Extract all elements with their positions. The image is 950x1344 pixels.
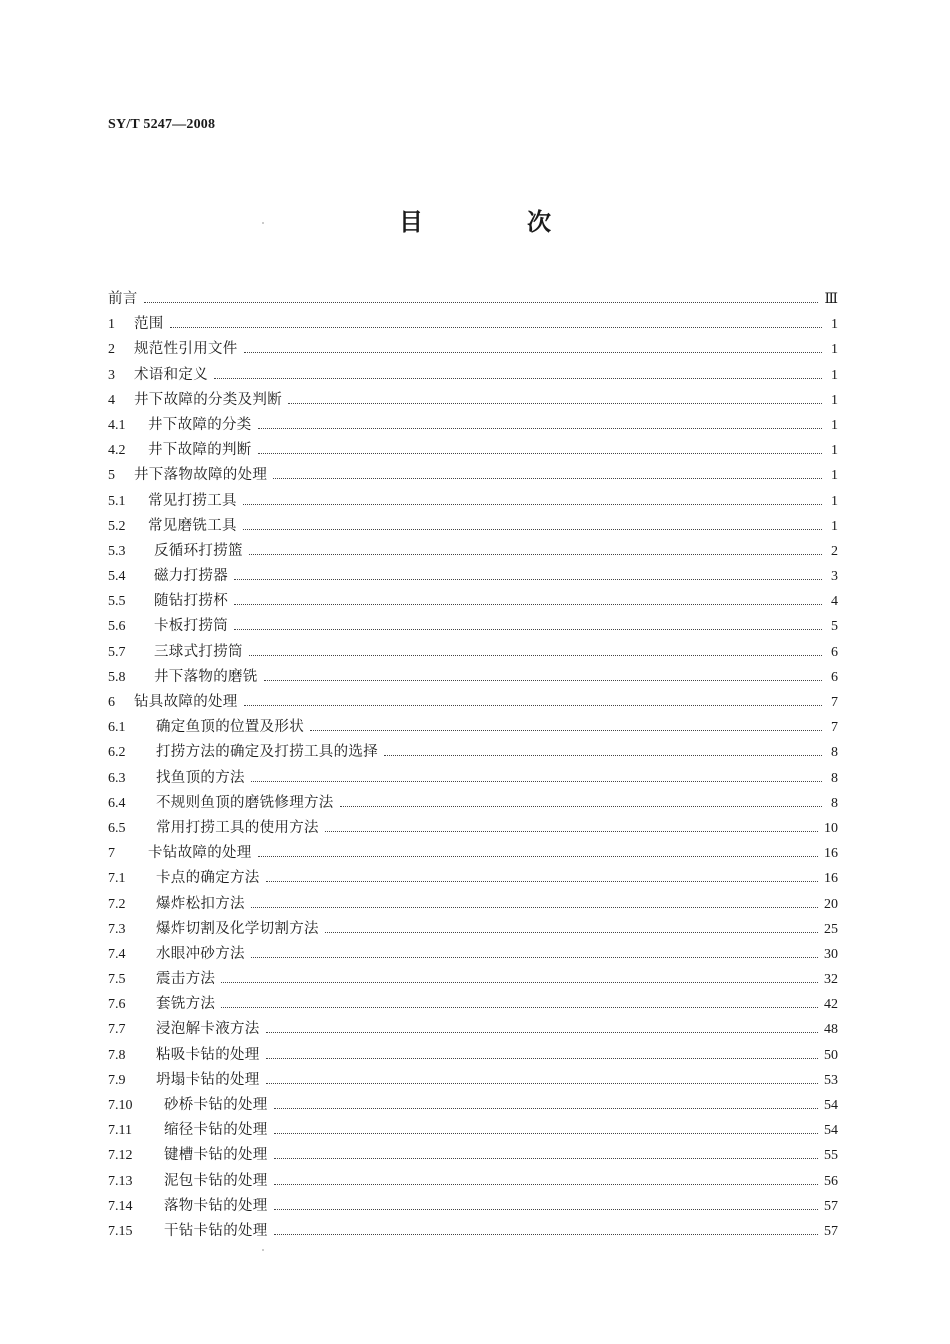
entry-title: 砂桥卡钻的处理 xyxy=(164,1097,268,1113)
entry-number: 5 xyxy=(108,468,115,484)
dot-leader xyxy=(258,855,818,857)
entry-number: 7.7 xyxy=(108,1022,126,1038)
entry-number: 5.8 xyxy=(108,669,126,685)
dot-leader xyxy=(266,1082,818,1084)
toc-entry-7-9[interactable] xyxy=(108,1068,838,1093)
toc-entry-7-8[interactable] xyxy=(108,1043,838,1068)
dot-leader xyxy=(214,377,822,379)
entry-title: 粘吸卡钻的处理 xyxy=(156,1046,260,1063)
toc-entry-5-1[interactable] xyxy=(108,489,838,514)
toc-entry-7-4[interactable] xyxy=(108,942,838,967)
entry-page: 7 xyxy=(831,695,838,710)
dot-leader xyxy=(274,1157,818,1159)
entry-number: 5.7 xyxy=(108,644,126,660)
dot-leader xyxy=(325,830,818,832)
toc-entry-2[interactable] xyxy=(108,337,838,362)
entry-number: 7.15 xyxy=(108,1223,133,1239)
entry-page: 42 xyxy=(824,997,838,1013)
entry-page: 1 xyxy=(831,392,838,408)
dot-leader xyxy=(274,1107,818,1109)
entry-number: 7.2 xyxy=(108,896,126,912)
dot-leader xyxy=(273,477,822,479)
entry-title: 钻具故障的处理 xyxy=(134,694,238,710)
entry-page: 32 xyxy=(824,972,838,988)
entry-title: 爆炸切割及化学切割方法 xyxy=(156,920,319,937)
entry-title: 浸泡解卡液方法 xyxy=(156,1021,260,1038)
entry-page: 5 xyxy=(831,619,838,635)
entry-page: 1 xyxy=(831,493,838,509)
entry-number: 7.3 xyxy=(108,921,126,937)
entry-title: 不规则鱼顶的磨铣修理方法 xyxy=(156,794,334,811)
entry-title: 卡钻故障的处理 xyxy=(148,845,252,862)
toc-entry-7-13[interactable] xyxy=(108,1169,838,1194)
toc-entry-7-2[interactable] xyxy=(108,892,838,917)
entry-page: 16 xyxy=(824,871,838,887)
dot-leader xyxy=(266,1031,818,1033)
entry-page: 8 xyxy=(831,745,838,761)
entry-number: 7.1 xyxy=(108,871,126,887)
toc-entry-7-1[interactable] xyxy=(108,866,838,891)
dot-leader xyxy=(258,427,822,429)
toc-entry-3[interactable] xyxy=(108,363,838,388)
dot-leader xyxy=(243,528,822,530)
entry-title: 落物卡钻的处理 xyxy=(164,1197,268,1214)
entry-title: 井下故障的分类及判断 xyxy=(134,391,282,408)
entry-number: 6.3 xyxy=(108,770,126,786)
toc-entry-6[interactable] xyxy=(108,690,838,715)
toc-entry-4-2[interactable] xyxy=(108,438,838,463)
entry-title: 术语和定义 xyxy=(134,366,208,383)
entry-page: 6 xyxy=(831,669,838,685)
entry-page: 1 xyxy=(831,367,838,383)
entry-page: 8 xyxy=(831,795,838,811)
entry-title: 水眼冲砂方法 xyxy=(156,945,245,962)
entry-number: 5.5 xyxy=(108,594,126,610)
entry-title: 震击方法 xyxy=(156,971,216,988)
dot-leader xyxy=(144,301,819,303)
entry-page: 53 xyxy=(824,1072,838,1088)
entry-number: 3 xyxy=(108,367,115,383)
entry-title: 井下故障的判断 xyxy=(148,442,252,459)
entry-page: 57 xyxy=(824,1223,838,1239)
dot-leader xyxy=(266,880,818,882)
entry-number: 5.4 xyxy=(108,569,126,585)
entry-number: 5.3 xyxy=(108,543,126,559)
toc-entry-5-8[interactable] xyxy=(108,665,838,690)
dot-leader xyxy=(244,704,822,706)
entry-number: 7.4 xyxy=(108,946,126,962)
dot-leader xyxy=(340,805,822,807)
entry-page: 10 xyxy=(824,820,838,836)
entry-title: 键槽卡钻的处理 xyxy=(164,1147,268,1164)
entry-page: 25 xyxy=(824,921,838,937)
entry-number: 7.13 xyxy=(108,1173,133,1189)
dot-leader xyxy=(251,906,818,908)
toc-entry-5-4[interactable] xyxy=(108,564,838,589)
entry-title: 随钻打捞杯 xyxy=(154,593,228,610)
entry-page: 1 xyxy=(831,342,838,358)
dot-leader xyxy=(234,578,822,580)
toc-entry-1[interactable] xyxy=(108,312,838,337)
toc-entry-5[interactable] xyxy=(108,463,838,488)
toc-entry-5-3[interactable] xyxy=(108,539,838,564)
dot-leader xyxy=(310,729,822,731)
entry-number: 6.4 xyxy=(108,795,126,811)
entry-number: 2 xyxy=(108,342,115,358)
scan-speck xyxy=(262,222,264,224)
scan-speck xyxy=(262,1249,264,1251)
toc-entry-5-6[interactable] xyxy=(108,614,838,639)
entry-number: 7.5 xyxy=(108,972,126,988)
toc-entry-4[interactable] xyxy=(108,388,838,413)
entry-page: 30 xyxy=(824,946,838,962)
entry-title: 范围 xyxy=(134,316,164,333)
dot-leader xyxy=(274,1233,818,1235)
entry-number: 6 xyxy=(108,695,115,710)
entry-number: 4 xyxy=(108,392,115,408)
toc-entry-6-3[interactable] xyxy=(108,766,838,791)
entry-title: 常见打捞工具 xyxy=(148,492,237,509)
dot-leader xyxy=(251,780,822,782)
entry-number: 7.11 xyxy=(108,1123,132,1139)
entry-page: 20 xyxy=(824,896,838,912)
entry-page: 57 xyxy=(824,1198,838,1214)
entry-title: 坍塌卡钻的处理 xyxy=(156,1071,260,1088)
toc-entry-6-4[interactable] xyxy=(108,791,838,816)
entry-page: 1 xyxy=(831,417,838,433)
entry-title: 井下落物故障的处理 xyxy=(134,467,268,484)
toc-entry-7-11[interactable] xyxy=(108,1118,838,1143)
entry-page: 6 xyxy=(831,644,838,660)
page-title: 目 次 xyxy=(399,208,591,236)
standard-code: SY/T 5247—2008 xyxy=(108,117,216,132)
entry-page: 48 xyxy=(824,1022,838,1038)
entry-page: 54 xyxy=(824,1098,838,1113)
entry-number: 7.12 xyxy=(108,1148,133,1164)
entry-title: 三球式打捞筒 xyxy=(154,643,243,660)
entry-number: 5.6 xyxy=(108,619,126,635)
entry-title: 干钻卡钻的处理 xyxy=(164,1222,268,1239)
toc-entry-7-12[interactable] xyxy=(108,1143,838,1168)
entry-number: 4.1 xyxy=(108,417,126,433)
entry-title: 井下落物的磨铣 xyxy=(154,668,258,685)
entry-page: 56 xyxy=(824,1173,838,1189)
toc-entry-6-5[interactable] xyxy=(108,816,838,841)
toc-entry-7[interactable] xyxy=(108,841,838,866)
entry-page: 8 xyxy=(831,770,838,786)
entry-number: 4.2 xyxy=(108,443,126,459)
dot-leader xyxy=(243,503,822,505)
dot-leader xyxy=(170,326,822,328)
dot-leader xyxy=(249,553,822,555)
dot-leader xyxy=(288,402,822,404)
toc-entry-6-1[interactable] xyxy=(108,715,838,740)
dot-leader xyxy=(234,603,822,605)
entry-title: 前言 xyxy=(108,291,138,307)
entry-number: 6.5 xyxy=(108,820,126,836)
toc-entry-7-5[interactable] xyxy=(108,967,838,992)
dot-leader xyxy=(384,754,822,756)
dot-leader xyxy=(274,1132,818,1134)
entry-page: 16 xyxy=(824,846,838,862)
toc-entry-7-14[interactable] xyxy=(108,1194,838,1219)
entry-title: 常用打捞工具的使用方法 xyxy=(156,819,319,836)
dot-leader xyxy=(325,931,818,933)
toc-entry-5-5[interactable] xyxy=(108,589,838,614)
entry-page: 1 xyxy=(831,518,838,534)
entry-page: 1 xyxy=(831,317,838,333)
entry-page: 54 xyxy=(824,1123,838,1139)
entry-page: Ⅲ xyxy=(824,292,838,307)
entry-title: 确定鱼顶的位置及形状 xyxy=(156,719,304,736)
entry-title: 常见磨铣工具 xyxy=(148,517,237,534)
dot-leader xyxy=(274,1208,818,1210)
entry-title: 找鱼顶的方法 xyxy=(156,769,245,786)
toc-entry-6-2[interactable] xyxy=(108,740,838,765)
entry-title: 套铣方法 xyxy=(156,996,216,1013)
entry-number: 7 xyxy=(108,846,115,862)
dot-leader xyxy=(258,452,822,454)
dot-leader xyxy=(244,351,822,353)
toc-entry-7-10[interactable] xyxy=(108,1093,838,1118)
dot-leader xyxy=(274,1183,818,1185)
dot-leader xyxy=(221,981,818,983)
dot-leader xyxy=(264,679,822,681)
entry-page: 1 xyxy=(831,468,838,484)
entry-title: 卡板打捞筒 xyxy=(154,618,228,635)
entry-number: 5.1 xyxy=(108,493,126,509)
entry-title: 打捞方法的确定及打捞工具的选择 xyxy=(156,744,378,761)
table-of-contents xyxy=(108,287,838,1244)
dot-leader xyxy=(249,654,822,656)
toc-entry-5-2[interactable] xyxy=(108,514,838,539)
entry-title: 爆炸松扣方法 xyxy=(156,895,245,912)
toc-entry-5-7[interactable] xyxy=(108,640,838,665)
entry-title: 磁力打捞器 xyxy=(154,568,228,585)
entry-page: 4 xyxy=(831,594,838,610)
entry-title: 卡点的确定方法 xyxy=(156,870,260,887)
entry-title: 反循环打捞篮 xyxy=(154,542,243,559)
entry-number: 7.10 xyxy=(108,1098,133,1113)
toc-entry-7-7[interactable] xyxy=(108,1017,838,1042)
entry-title: 规范性引用文件 xyxy=(134,341,238,358)
entry-number: 1 xyxy=(108,317,115,333)
entry-number: 7.6 xyxy=(108,997,126,1013)
entry-number: 7.9 xyxy=(108,1072,126,1088)
entry-page: 7 xyxy=(831,720,838,736)
dot-leader xyxy=(221,1006,818,1008)
entry-page: 1 xyxy=(831,443,838,459)
entry-page: 3 xyxy=(831,569,838,585)
entry-number: 7.14 xyxy=(108,1198,133,1214)
toc-entry-preface[interactable] xyxy=(108,287,838,312)
dot-leader xyxy=(234,628,822,630)
entry-title: 缩径卡钻的处理 xyxy=(164,1122,268,1139)
toc-entry-7-6[interactable] xyxy=(108,992,838,1017)
entry-number: 7.8 xyxy=(108,1047,126,1063)
entry-page: 2 xyxy=(831,543,838,559)
entry-page: 50 xyxy=(824,1047,838,1063)
toc-entry-7-3[interactable] xyxy=(108,917,838,942)
entry-number: 5.2 xyxy=(108,518,126,534)
entry-title: 泥包卡钻的处理 xyxy=(164,1172,268,1189)
toc-entry-4-1[interactable] xyxy=(108,413,838,438)
dot-leader xyxy=(266,1057,818,1059)
entry-number: 6.1 xyxy=(108,720,126,736)
toc-entry-7-15[interactable] xyxy=(108,1219,838,1244)
entry-title: 井下故障的分类 xyxy=(148,416,252,433)
entry-number: 6.2 xyxy=(108,745,126,761)
entry-page: 55 xyxy=(824,1148,838,1164)
dot-leader xyxy=(251,956,818,958)
